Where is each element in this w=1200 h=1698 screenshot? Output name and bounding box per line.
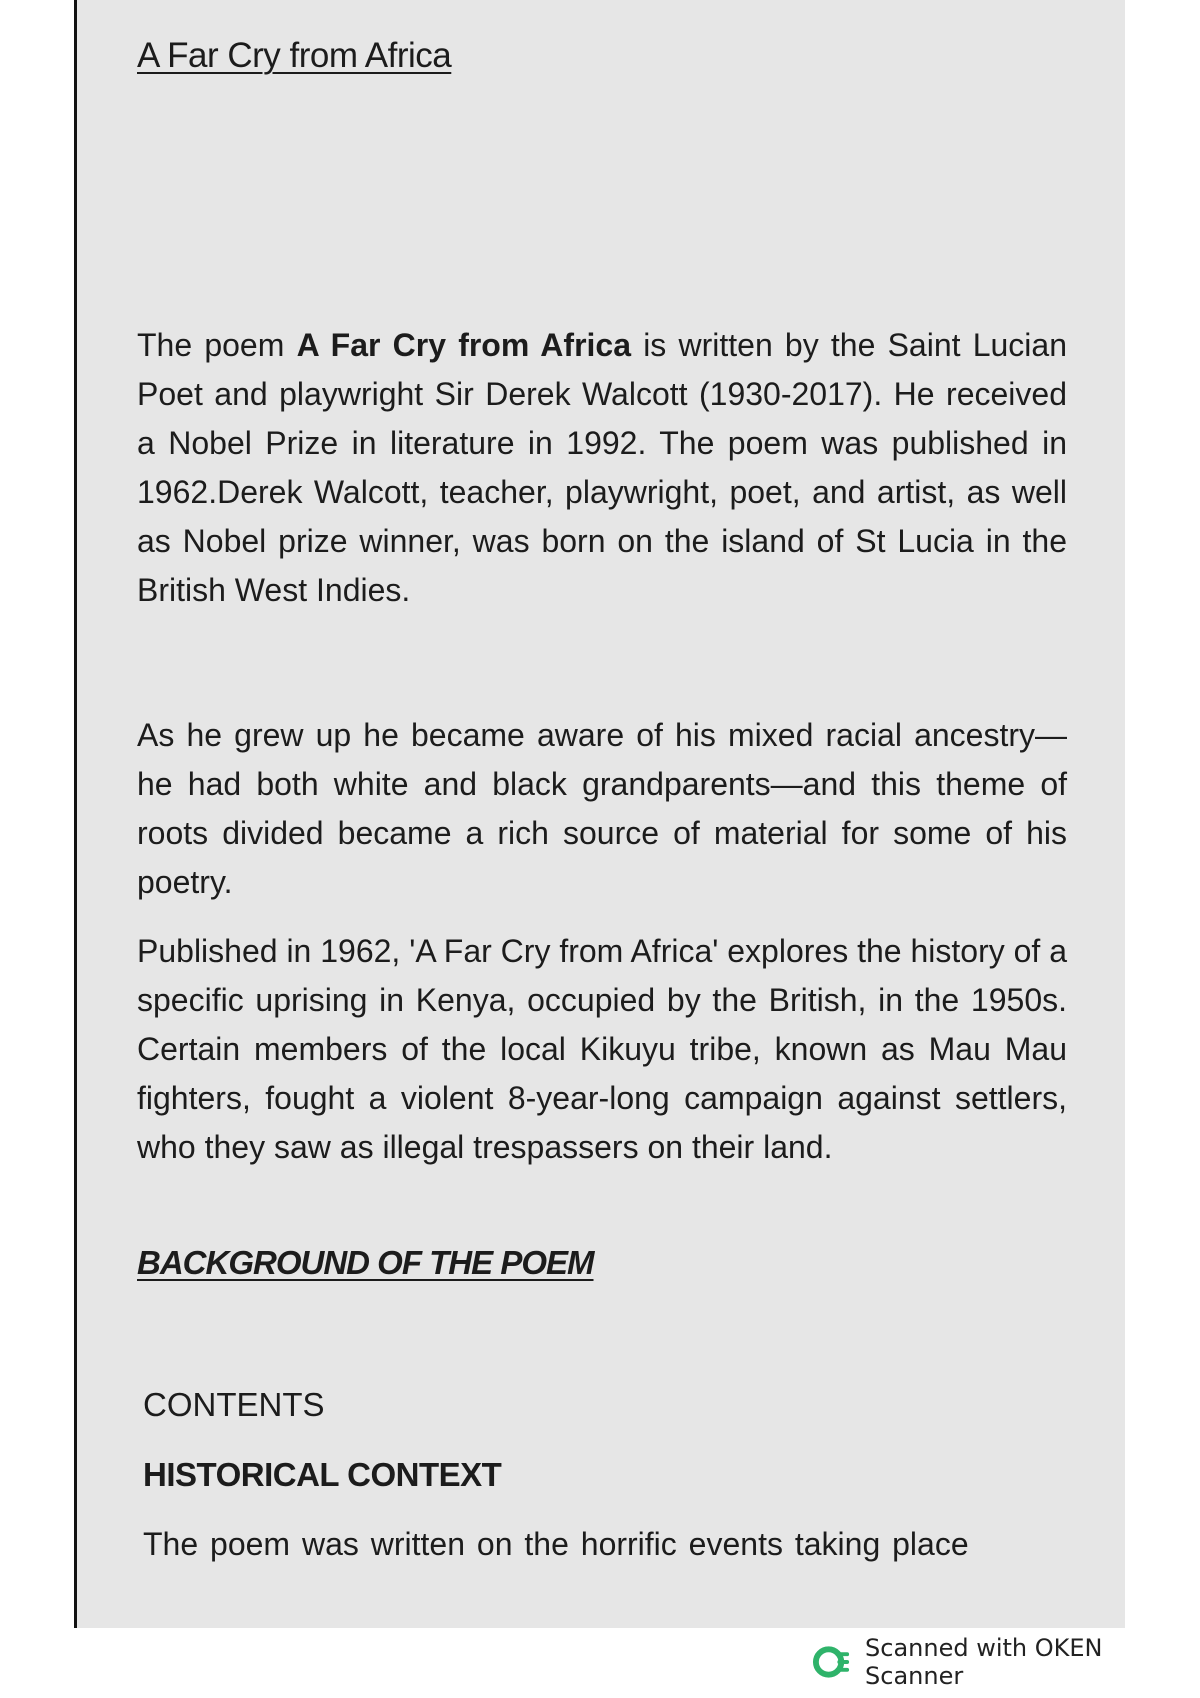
scanner-watermark — [812, 1634, 1200, 1690]
scanned-page — [75, 0, 1125, 1628]
oken-scanner-logo-icon — [812, 1642, 851, 1682]
paragraph-intro-start: The poem — [137, 327, 297, 363]
document-title: A Far Cry from Africa — [137, 36, 452, 75]
scanner-watermark-text: Scanned with OKEN Scanner — [865, 1634, 1103, 1690]
paragraph-intro-bold-title: A Far Cry from Africa — [296, 327, 632, 363]
historical-context-heading: HISTORICAL CONTEXT — [143, 1456, 502, 1493]
paragraph-uprising: Published in 1962, 'A Far Cry from Africa' explores the history of a specific uprising in Kenya, occupied by the British, in the 1950s. Certain members of the local Kikuyu tribe, known as Mau Mau fighters, fought a violent 8-year-long campaign against settlers, who they saw as illegal trespassers on their land. — [137, 933, 1067, 1165]
paragraph-intro-rest: is written by the Saint Lucian Poet and playwright Sir Derek Walcott (1930-2017). He received a Nobel Prize in literature in 1992. The poem was published in 1962.Derek Walcott, teacher, playwright, poet, and artist, as well as Nobel prize winner, was born on the island of St Lucia in the British West Indies. — [137, 327, 1068, 608]
section-heading-background: BACKGROUND OF THE POEM — [137, 1244, 594, 1281]
paragraph-ancestry: As he grew up he became aware of his mixed racial ancestry—he had both white and black grandparents—and this theme of roots divided became a rich source of material for some of his poetry. — [137, 717, 1067, 900]
paragraph-intro — [137, 321, 1067, 615]
contents-label: CONTENTS — [143, 1386, 325, 1423]
paragraph-historical-start: The poem was written on the horrific events taking place — [143, 1526, 969, 1562]
page-left-edge-divider — [74, 0, 77, 1628]
